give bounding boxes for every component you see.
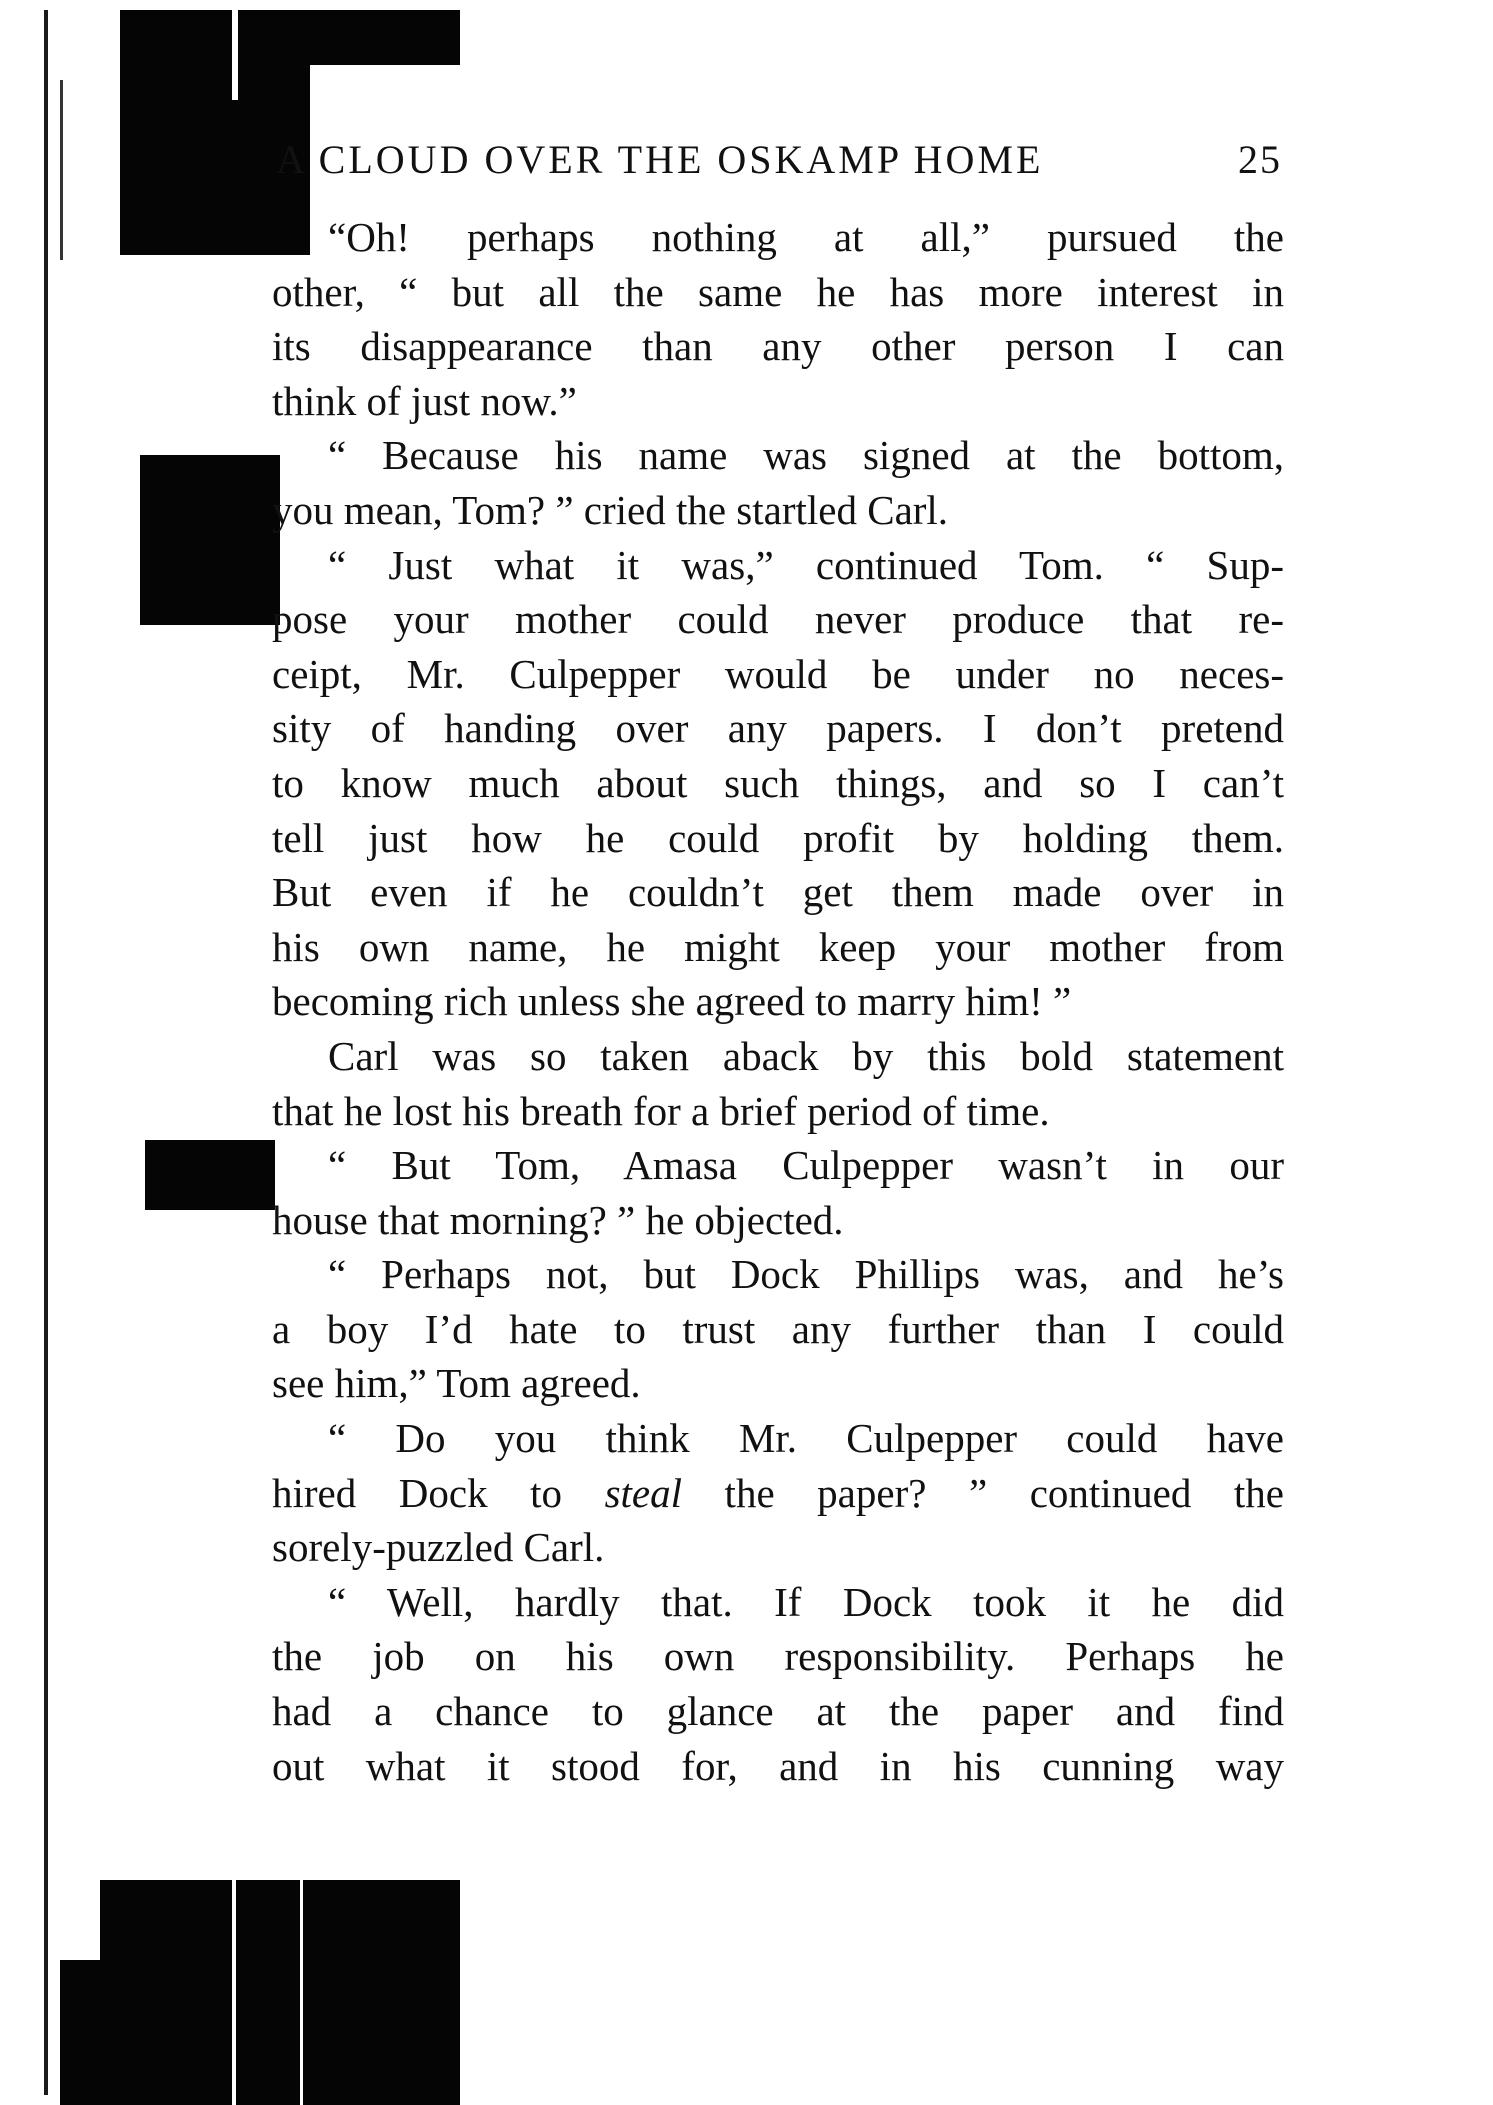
text-line: But even if he couldn’t get them made over in	[272, 869, 1284, 916]
text-line: tell just how he could profit by holding them.	[272, 814, 1284, 861]
scan-streak	[300, 1880, 303, 2105]
page-number: 25	[1238, 137, 1282, 182]
text-line-with-italic	[272, 1466, 1284, 1521]
text-segment: hired Dock to	[272, 1469, 563, 1516]
text-line: pose your mother could never produce that re-	[272, 596, 1284, 643]
text-line: its disappearance than any other person I can	[272, 323, 1284, 370]
text-line: Carl was so taken aback by this bold statement	[328, 1032, 1284, 1079]
text-line: his own name, he might keep your mother from	[272, 923, 1284, 970]
scan-blot	[145, 1140, 275, 1210]
text-line: “ Perhaps not, but Dock Phillips was, and he’s	[328, 1251, 1284, 1298]
text-line: you mean, Tom? ” cried the startled Carl.	[272, 486, 949, 533]
text-line: “ But Tom, Amasa Culpepper wasn’t in our	[328, 1142, 1284, 1189]
text-line: “Oh! perhaps nothing at all,” pursued the	[328, 214, 1284, 260]
text-line: out what it stood for, and in his cunning way	[272, 1742, 1284, 1789]
text-line: “ Do you think Mr. Culpepper could have	[328, 1415, 1284, 1462]
text-line: “ Well, hardly that. If Dock took it he did	[328, 1578, 1284, 1625]
text-line: sorely-puzzled Carl.	[272, 1524, 605, 1571]
text-line: that he lost his breath for a brief period of time.	[272, 1087, 1050, 1134]
running-header	[276, 136, 1282, 186]
scan-blot	[300, 10, 460, 65]
scan-edge-line	[60, 80, 63, 260]
text-line: the job on his own responsibility. Perhaps he	[272, 1633, 1284, 1680]
scan-streak	[232, 1880, 236, 2105]
text-line: see him,” Tom agreed.	[272, 1360, 641, 1407]
text-line: sity of handing over any papers. I don’t pretend	[272, 705, 1284, 752]
scan-blot	[60, 1960, 120, 2105]
scan-edge-line	[44, 10, 48, 2095]
text-line: think of just now.”	[272, 377, 577, 424]
text-line: becoming rich unless she agreed to marry him! ”	[272, 978, 1072, 1025]
text-segment: the paper? ” continued the	[724, 1469, 1284, 1516]
text-line: “ Just what it was,” continued Tom. “ Sup-	[328, 541, 1284, 588]
text-line: to know much about such things, and so I can’t	[272, 759, 1284, 806]
scan-blot	[140, 455, 280, 625]
text-line: ceipt, Mr. Culpepper would be under no neces-	[272, 650, 1284, 697]
text-line: “ Because his name was signed at the bottom,	[328, 432, 1284, 479]
body-text	[272, 210, 1284, 1793]
text-line: had a chance to glance at the paper and find	[272, 1688, 1284, 1735]
text-line: a boy I’d hate to trust any further than I could	[272, 1305, 1284, 1352]
scan-blot	[100, 1880, 460, 2105]
running-head-title: A CLOUD OVER THE OSKAMP HOME	[276, 137, 1044, 182]
text-line: other, “ but all the same he has more interest in	[272, 268, 1284, 315]
italic-word: steal	[604, 1469, 682, 1516]
scan-streak	[232, 10, 238, 100]
text-line: house that morning? ” he objected.	[272, 1196, 844, 1243]
